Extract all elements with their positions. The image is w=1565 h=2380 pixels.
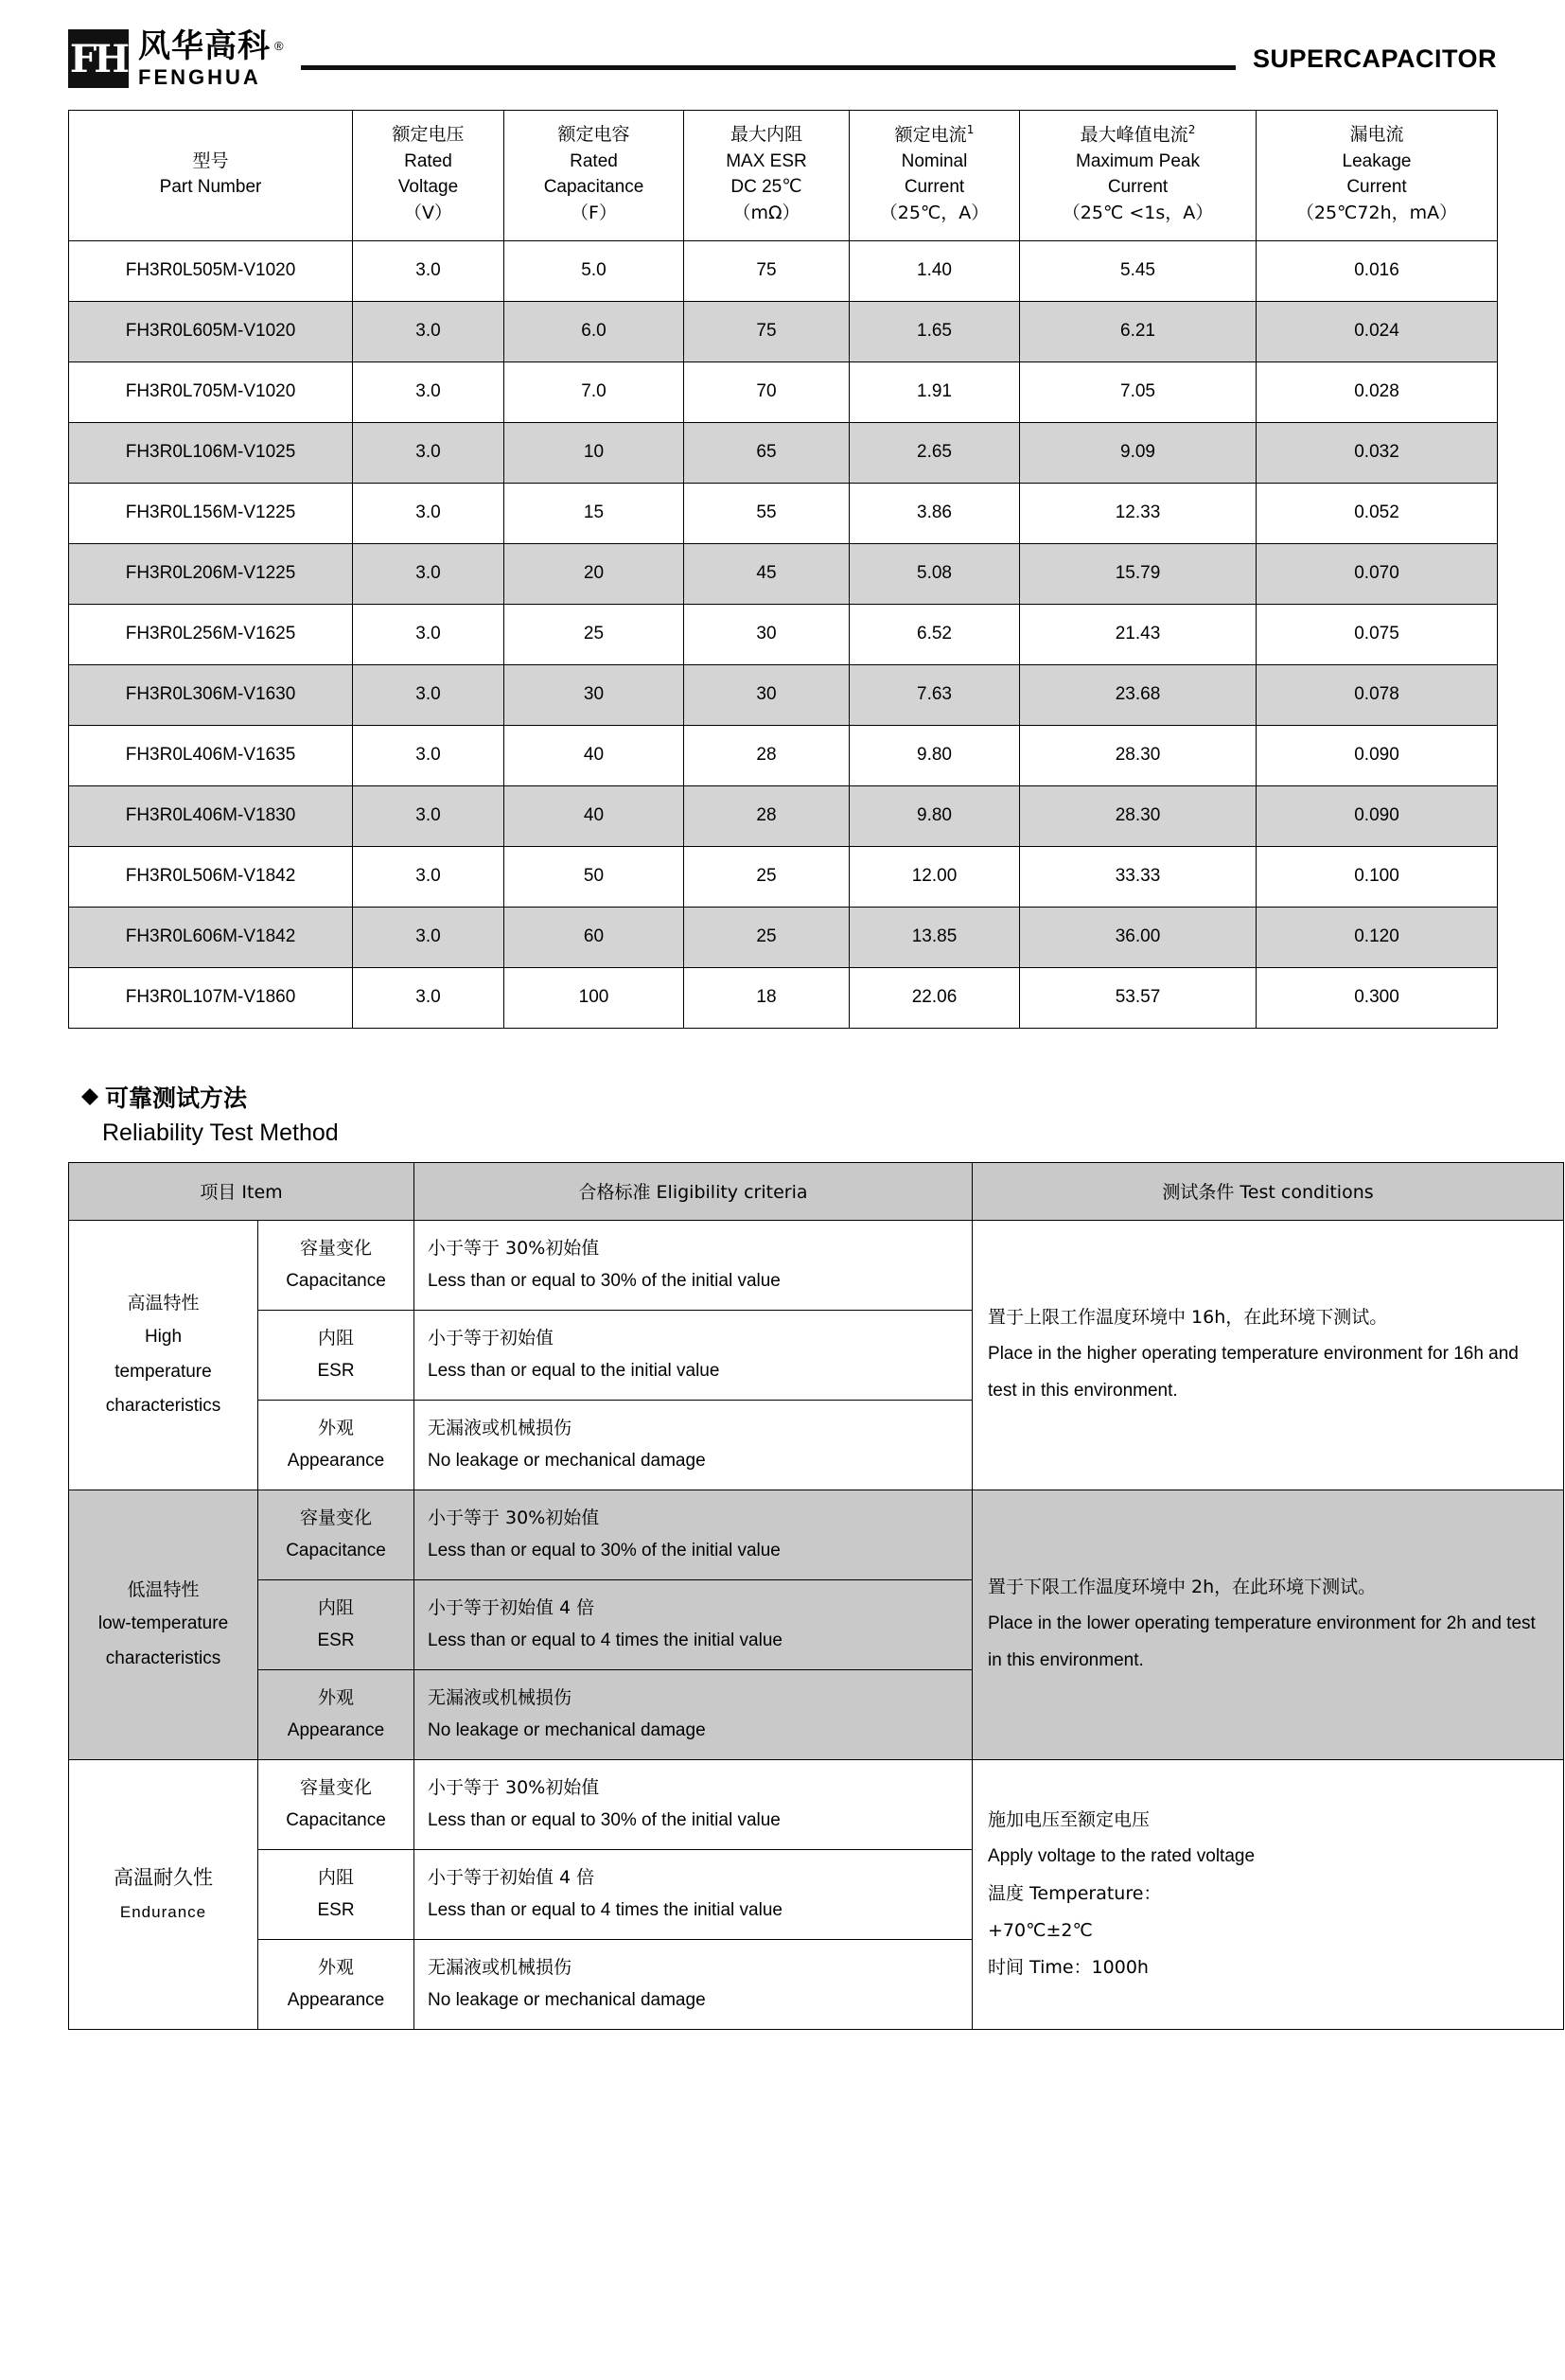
cell-rated-voltage: 3.0 — [353, 422, 504, 483]
sub-en: Appearance — [287, 1719, 385, 1740]
cell-part-number: FH3R0L406M-V1830 — [69, 785, 353, 846]
cond-line-1-en: Apply voltage to the rated voltage — [988, 1846, 1256, 1867]
cell-peak-current: 12.33 — [1020, 483, 1257, 543]
header-en-2: Voltage — [397, 177, 459, 198]
cell-part-number: FH3R0L156M-V1225 — [69, 483, 353, 543]
rel-header-criteria: 合格标准 Eligibility criteria — [414, 1162, 973, 1220]
crit-en: Less than or equal to 30% of the initial value — [428, 1540, 781, 1560]
header-en: MAX ESR — [726, 150, 807, 171]
rel-sub-appearance — [258, 1400, 414, 1490]
header-unit: （F） — [571, 202, 617, 223]
cell-part-number: FH3R0L256M-V1625 — [69, 604, 353, 664]
cell-leakage-current: 0.300 — [1257, 967, 1498, 1028]
cell-nominal-current: 12.00 — [850, 846, 1020, 907]
cell-peak-current: 21.43 — [1020, 604, 1257, 664]
cell-esr: 75 — [684, 301, 850, 361]
rel-criteria-capacitance — [414, 1220, 973, 1310]
header-cn: 最大内阻 — [730, 124, 802, 146]
rel-criteria-appearance — [414, 1939, 973, 2029]
crit-cn: 小于等于初始值 4 倍 — [428, 1867, 595, 1889]
reliability-test-table — [68, 1162, 1564, 2030]
rel-condition-low-temperature — [973, 1490, 1564, 1759]
rel-item-low-temperature — [69, 1490, 258, 1759]
rel-criteria-esr — [414, 1849, 973, 1939]
crit-cn: 无漏液或机械损伤 — [428, 1687, 572, 1709]
rel-sub-appearance — [258, 1939, 414, 2029]
cell-capacitance: 6.0 — [504, 301, 684, 361]
cell-peak-current: 36.00 — [1020, 907, 1257, 967]
header-en: Maximum Peak — [1076, 150, 1200, 171]
sub-cn: 容量变化 — [300, 1777, 373, 1799]
sub-cn: 容量变化 — [300, 1507, 373, 1529]
logo-glyph: FH — [69, 36, 128, 81]
logo-text — [138, 26, 284, 89]
cell-capacitance: 30 — [504, 664, 684, 725]
header-cn: 型号 — [192, 150, 229, 171]
sub-cn: 容量变化 — [300, 1238, 373, 1260]
header-en: Nominal — [901, 150, 968, 171]
spec-header-nominal-current — [850, 111, 1020, 241]
diamond-bullet-icon — [81, 1080, 98, 1097]
cell-esr: 65 — [684, 422, 850, 483]
cell-esr: 30 — [684, 604, 850, 664]
table-row — [69, 604, 1498, 664]
cell-leakage-current: 0.090 — [1257, 785, 1498, 846]
header-footnote-marker: 1 — [966, 123, 975, 136]
spec-header-row — [69, 111, 1498, 241]
cell-capacitance: 100 — [504, 967, 684, 1028]
sub-en: Appearance — [287, 1450, 385, 1471]
table-row — [69, 967, 1498, 1028]
cell-peak-current: 7.05 — [1020, 361, 1257, 422]
cell-leakage-current: 0.075 — [1257, 604, 1498, 664]
crit-en: No leakage or mechanical damage — [428, 1989, 706, 2010]
cell-capacitance: 40 — [504, 725, 684, 785]
cell-nominal-current: 1.91 — [850, 361, 1020, 422]
header-cn: 额定电压 — [392, 124, 465, 146]
reliability-table-wrap — [68, 1162, 1536, 2030]
header-en: Part Number — [159, 177, 262, 198]
cell-leakage-current: 0.016 — [1257, 240, 1498, 301]
rel-criteria-capacitance — [414, 1490, 973, 1579]
crit-cn: 小于等于 30%初始值 — [428, 1507, 600, 1529]
cell-part-number: FH3R0L705M-V1020 — [69, 361, 353, 422]
cell-peak-current: 28.30 — [1020, 725, 1257, 785]
sub-en: Appearance — [287, 1989, 385, 2010]
cell-leakage-current: 0.090 — [1257, 725, 1498, 785]
sub-en: ESR — [317, 1899, 355, 1920]
header-cn-text: 额定电流 — [894, 124, 967, 146]
crit-cn: 小于等于初始值 — [428, 1328, 554, 1349]
cond-cn: 置于下限工作温度环境中 2h，在此环境下测试。 — [988, 1577, 1377, 1598]
table-row — [69, 543, 1498, 604]
sub-en: Capacitance — [286, 1540, 386, 1560]
table-row — [69, 1759, 1564, 1849]
cell-leakage-current: 0.028 — [1257, 361, 1498, 422]
cell-esr: 45 — [684, 543, 850, 604]
crit-en: Less than or equal to 30% of the initial value — [428, 1809, 781, 1830]
cell-esr: 55 — [684, 483, 850, 543]
cond-en: Place in the higher operating temperature environment for 16h and test in this environment. — [988, 1344, 1519, 1401]
cell-rated-voltage: 3.0 — [353, 604, 504, 664]
spec-header-part-number — [69, 111, 353, 241]
cell-peak-current: 6.21 — [1020, 301, 1257, 361]
cell-nominal-current: 9.80 — [850, 785, 1020, 846]
rel-header-item: 项目 Item — [69, 1162, 414, 1220]
header-unit: （25℃，A） — [879, 202, 990, 223]
cell-leakage-current: 0.052 — [1257, 483, 1498, 543]
cond-line-2: 温度 Temperature： — [988, 1883, 1162, 1905]
rel-item-high-temperature — [69, 1220, 258, 1490]
header-cn: 漏电流 — [1349, 124, 1404, 146]
cell-capacitance: 60 — [504, 907, 684, 967]
crit-cn: 小于等于初始值 4 倍 — [428, 1597, 595, 1619]
registered-mark: ® — [274, 39, 284, 54]
rel-criteria-appearance — [414, 1669, 973, 1759]
header-cn: 额定电容 — [557, 124, 630, 146]
header-en-2: Capacitance — [543, 177, 644, 198]
cell-nominal-current: 9.80 — [850, 725, 1020, 785]
table-row — [69, 483, 1498, 543]
logo-cn: 风华高科 — [138, 26, 271, 65]
cell-leakage-current: 0.024 — [1257, 301, 1498, 361]
cond-line-4: 时间 Time：1000h — [988, 1956, 1149, 1978]
cell-peak-current: 53.57 — [1020, 967, 1257, 1028]
cell-capacitance: 5.0 — [504, 240, 684, 301]
header-en: Leakage — [1342, 150, 1412, 171]
item-cn: 高温耐久性 — [114, 1866, 213, 1890]
cond-line-3: +70℃±2℃ — [988, 1919, 1093, 1941]
cond-line-1-cn: 施加电压至额定电压 — [988, 1809, 1151, 1831]
sub-en: ESR — [317, 1630, 355, 1650]
cell-capacitance: 7.0 — [504, 361, 684, 422]
rel-condition-endurance — [973, 1759, 1564, 2029]
cell-esr: 25 — [684, 846, 850, 907]
spec-table-wrap — [68, 110, 1497, 1029]
rel-sub-appearance — [258, 1669, 414, 1759]
header-cn — [1024, 122, 1252, 149]
table-row — [69, 1220, 1564, 1310]
table-row — [69, 846, 1498, 907]
cell-rated-voltage: 3.0 — [353, 301, 504, 361]
section-heading — [81, 1080, 1497, 1147]
spec-header-leakage-current — [1257, 111, 1498, 241]
header-unit: （V） — [404, 202, 452, 223]
crit-cn: 小于等于 30%初始值 — [428, 1238, 600, 1260]
cell-capacitance: 10 — [504, 422, 684, 483]
rel-sub-esr — [258, 1849, 414, 1939]
header-unit: （mΩ） — [732, 202, 800, 223]
crit-en: Less than or equal to 30% of the initial value — [428, 1270, 781, 1291]
cell-nominal-current: 2.65 — [850, 422, 1020, 483]
fenghua-logo-icon — [68, 29, 129, 88]
cell-part-number: FH3R0L306M-V1630 — [69, 664, 353, 725]
cell-rated-voltage: 3.0 — [353, 725, 504, 785]
cell-rated-voltage: 3.0 — [353, 785, 504, 846]
sub-cn: 外观 — [318, 1957, 355, 1979]
cell-part-number: FH3R0L406M-V1635 — [69, 725, 353, 785]
cell-rated-voltage: 3.0 — [353, 240, 504, 301]
item-cn: 低温特性 — [127, 1579, 200, 1601]
reliability-table-body — [69, 1220, 1564, 2029]
table-row — [69, 422, 1498, 483]
crit-cn: 无漏液或机械损伤 — [428, 1957, 572, 1979]
spec-header-max-peak-current — [1020, 111, 1257, 241]
cell-nominal-current: 5.08 — [850, 543, 1020, 604]
company-logo — [68, 26, 284, 89]
table-row — [69, 301, 1498, 361]
header-divider — [301, 65, 1236, 70]
crit-en: No leakage or mechanical damage — [428, 1719, 706, 1740]
sub-cn: 外观 — [318, 1418, 355, 1439]
section-title-cn: 可靠测试方法 — [105, 1084, 248, 1112]
cell-leakage-current: 0.070 — [1257, 543, 1498, 604]
cell-nominal-current: 13.85 — [850, 907, 1020, 967]
rel-sub-capacitance — [258, 1759, 414, 1849]
item-en-1: Endurance — [119, 1903, 207, 1922]
cell-nominal-current: 6.52 — [850, 604, 1020, 664]
cell-nominal-current: 3.86 — [850, 483, 1020, 543]
cell-nominal-current: 1.65 — [850, 301, 1020, 361]
item-en-2: characteristics — [105, 1648, 221, 1668]
sub-cn: 外观 — [318, 1687, 355, 1709]
table-row — [69, 907, 1498, 967]
cell-part-number: FH3R0L505M-V1020 — [69, 240, 353, 301]
cell-part-number: FH3R0L206M-V1225 — [69, 543, 353, 604]
crit-en: Less than or equal to 4 times the initial value — [428, 1899, 782, 1920]
item-en-1: High — [144, 1327, 183, 1348]
cell-peak-current: 15.79 — [1020, 543, 1257, 604]
table-row — [69, 664, 1498, 725]
table-row — [69, 725, 1498, 785]
cell-peak-current: 5.45 — [1020, 240, 1257, 301]
cell-part-number: FH3R0L106M-V1025 — [69, 422, 353, 483]
rel-sub-esr — [258, 1310, 414, 1400]
rel-header-conditions: 测试条件 Test conditions — [973, 1162, 1564, 1220]
cell-nominal-current: 7.63 — [850, 664, 1020, 725]
rel-sub-capacitance — [258, 1490, 414, 1579]
rel-criteria-esr — [414, 1310, 973, 1400]
cell-capacitance: 40 — [504, 785, 684, 846]
cell-esr: 30 — [684, 664, 850, 725]
spec-header-rated-voltage — [353, 111, 504, 241]
table-row — [69, 240, 1498, 301]
crit-cn: 小于等于 30%初始值 — [428, 1777, 600, 1799]
page-header — [68, 0, 1497, 91]
cell-esr: 28 — [684, 725, 850, 785]
cell-part-number: FH3R0L107M-V1860 — [69, 967, 353, 1028]
item-en-2: temperature — [114, 1361, 212, 1382]
cell-esr: 70 — [684, 361, 850, 422]
rel-condition-high-temperature — [973, 1220, 1564, 1490]
cell-capacitance: 50 — [504, 846, 684, 907]
logo-cn-wrap — [138, 26, 284, 65]
cell-leakage-current: 0.120 — [1257, 907, 1498, 967]
section-title-en: Reliability Test Method — [102, 1119, 339, 1146]
crit-en: Less than or equal to the initial value — [428, 1360, 720, 1381]
spec-table-body — [69, 240, 1498, 1028]
cell-peak-current: 33.33 — [1020, 846, 1257, 907]
header-unit: （25℃ <1s，A） — [1062, 202, 1214, 223]
item-en-1: low-temperature — [97, 1613, 229, 1634]
rel-item-endurance — [69, 1759, 258, 2029]
logo-en: FENGHUA — [138, 64, 261, 89]
header-en-2: Current — [1346, 177, 1407, 198]
cell-esr: 18 — [684, 967, 850, 1028]
table-row — [69, 1490, 1564, 1579]
crit-en: No leakage or mechanical damage — [428, 1450, 706, 1471]
cell-nominal-current: 22.06 — [850, 967, 1020, 1028]
header-cn-text: 最大峰值电流 — [1080, 124, 1188, 146]
cell-leakage-current: 0.032 — [1257, 422, 1498, 483]
sub-en: Capacitance — [286, 1809, 386, 1830]
cell-leakage-current: 0.078 — [1257, 664, 1498, 725]
header-en-2: Current — [904, 177, 965, 198]
cond-cn: 置于上限工作温度环境中 16h，在此环境下测试。 — [988, 1307, 1388, 1329]
cell-leakage-current: 0.100 — [1257, 846, 1498, 907]
rel-header-row — [69, 1162, 1564, 1220]
sub-cn: 内阻 — [318, 1597, 355, 1619]
rel-criteria-esr — [414, 1579, 973, 1669]
cell-part-number: FH3R0L606M-V1842 — [69, 907, 353, 967]
sub-cn: 内阻 — [318, 1867, 355, 1889]
rel-sub-capacitance — [258, 1220, 414, 1310]
sub-en: Capacitance — [286, 1270, 386, 1291]
item-cn: 高温特性 — [127, 1293, 200, 1314]
cell-peak-current: 28.30 — [1020, 785, 1257, 846]
cond-en: Place in the lower operating temperature environment for 2h and test in this environment. — [988, 1613, 1536, 1670]
rel-criteria-capacitance — [414, 1759, 973, 1849]
crit-en: Less than or equal to 4 times the initial value — [428, 1630, 782, 1650]
cell-capacitance: 20 — [504, 543, 684, 604]
cell-capacitance: 25 — [504, 604, 684, 664]
cell-part-number: FH3R0L605M-V1020 — [69, 301, 353, 361]
header-cn — [853, 122, 1015, 149]
cell-rated-voltage: 3.0 — [353, 967, 504, 1028]
spec-header-max-esr — [684, 111, 850, 241]
spec-header-rated-capacitance — [504, 111, 684, 241]
header-en: Rated — [404, 150, 452, 171]
header-en-2: Current — [1107, 177, 1169, 198]
cell-capacitance: 15 — [504, 483, 684, 543]
cell-esr: 25 — [684, 907, 850, 967]
rel-criteria-appearance — [414, 1400, 973, 1490]
section-heading-cn-row — [81, 1080, 1497, 1114]
header-footnote-marker: 2 — [1187, 123, 1196, 136]
cell-rated-voltage: 3.0 — [353, 543, 504, 604]
item-en-3: characteristics — [105, 1395, 221, 1416]
cell-esr: 28 — [684, 785, 850, 846]
specification-table — [68, 110, 1498, 1029]
sub-en: ESR — [317, 1360, 355, 1381]
cell-peak-current: 23.68 — [1020, 664, 1257, 725]
cell-rated-voltage: 3.0 — [353, 907, 504, 967]
crit-cn: 无漏液或机械损伤 — [428, 1418, 572, 1439]
cell-peak-current: 9.09 — [1020, 422, 1257, 483]
cell-esr: 75 — [684, 240, 850, 301]
table-row — [69, 785, 1498, 846]
rel-sub-esr — [258, 1579, 414, 1669]
header-unit: （25℃72h，mA） — [1295, 202, 1458, 223]
cell-rated-voltage: 3.0 — [353, 361, 504, 422]
page-title: SUPERCAPACITOR — [1252, 44, 1497, 73]
cell-rated-voltage: 3.0 — [353, 664, 504, 725]
cell-part-number: FH3R0L506M-V1842 — [69, 846, 353, 907]
header-en: Rated — [570, 150, 618, 171]
header-en-2: DC 25℃ — [730, 177, 802, 198]
cell-nominal-current: 1.40 — [850, 240, 1020, 301]
sub-cn: 内阻 — [318, 1328, 355, 1349]
cell-rated-voltage: 3.0 — [353, 483, 504, 543]
cell-rated-voltage: 3.0 — [353, 846, 504, 907]
table-row — [69, 361, 1498, 422]
